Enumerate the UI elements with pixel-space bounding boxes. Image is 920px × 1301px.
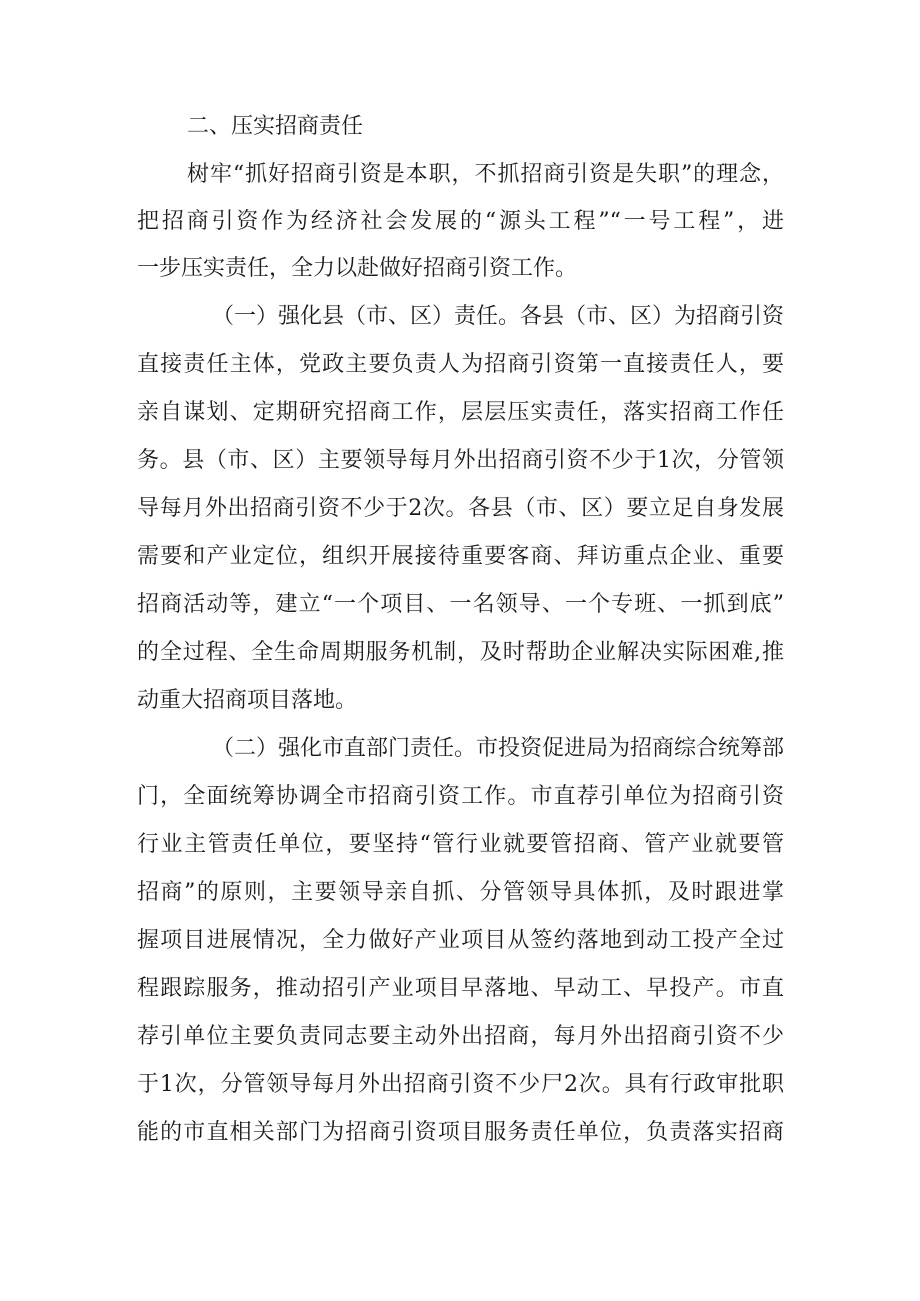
paragraph-line: 亲自谋划、定期研究招商工作，层层压实责任，落实招商工作任: [137, 400, 784, 425]
paragraph-line: （二）强化市直部门责任。市投资促进局为招商综合统筹部: [212, 736, 785, 761]
paragraph-line: 把招商引资作为经济社会发展的“源头工程”“一号工程”，进: [137, 209, 784, 234]
paragraph-line: 招商”的原则，主要领导亲自抓、分管领导具体抓，及时跟进掌: [137, 880, 784, 905]
section-heading: 二、压实招商责任: [187, 114, 364, 139]
paragraph-line: 行业主管责任单位，要坚持“管行业就要管招商、管产业就要管: [137, 832, 784, 857]
paragraph-line: 荐引单位主要负责同志要主动外出招商，每月外出招商引资不少: [137, 1024, 784, 1049]
paragraph-line: 能的市直相关部门为招商引资项目服务责任单位，负责落实招商: [137, 1120, 784, 1145]
paragraph-line: 导每月外出招商引资不少于2次。各县（市、区）要立足自身发展: [137, 496, 784, 521]
paragraph-line: 动重大招商项目落地。: [137, 688, 358, 713]
paragraph-line: 招商活动等，建立“一个项目、一名领导、一个专班、一抓到底”: [137, 592, 784, 617]
paragraph-line: 程跟踪服务，推动招引产业项目早落地、早动工、早投产。市直: [137, 976, 784, 1001]
paragraph-line: 务。县（市、区）主要领导每月外出招商引资不少于1次，分管领: [137, 448, 784, 473]
paragraph-line: 直接责任主体，党政主要负责人为招商引资第一直接责任人，要: [137, 352, 784, 377]
paragraph-line: （一）强化县（市、区）责任。各县（市、区）为招商引资: [212, 304, 785, 329]
paragraph-line: 需要和产业定位，组织开展接待重要客商、拜访重点企业、重要: [137, 544, 784, 569]
paragraph-line: 门，全面统筹协调全市招商引资工作。市直荐引单位为招商引资: [137, 784, 784, 809]
paragraph-line: 一步压实责任，全力以赴做好招商引资工作。: [137, 256, 578, 281]
paragraph-line: 握项目进展情况，全力做好产业项目从签约落地到动工投产全过: [137, 928, 784, 953]
paragraph-line: 于1次，分管领导每月外出招商引资不少尸2次。具有行政审批职: [137, 1072, 784, 1097]
paragraph-line: 树牢“抓好招商引资是本职，不抓招商引资是失职”的理念，: [187, 162, 784, 187]
paragraph-line: 的全过程、全生命周期服务机制，及时帮助企业解决实际困难,推: [137, 640, 784, 665]
